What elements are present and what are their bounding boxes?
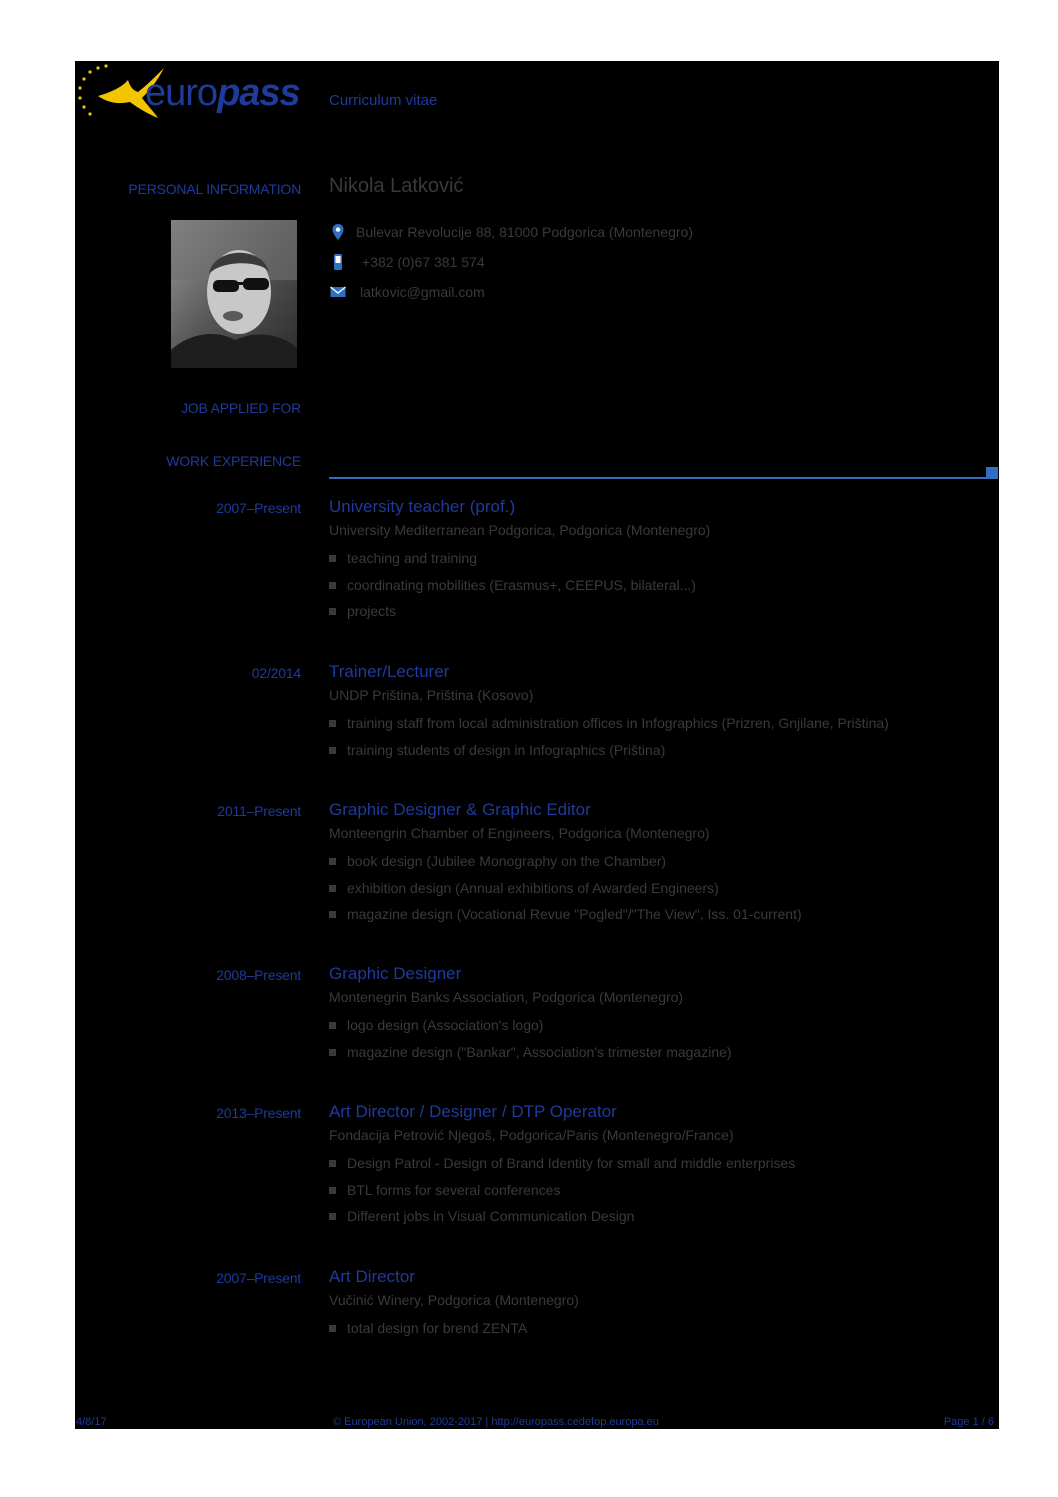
duty-item: Different jobs in Visual Communication Design — [329, 1206, 795, 1233]
address-line — [329, 222, 693, 242]
section-divider — [329, 477, 989, 479]
job-organization: Vučinić Winery, Podgorica (Montenegro) — [329, 1292, 579, 1308]
profile-photo — [171, 220, 297, 368]
job-duties — [329, 1015, 732, 1068]
job-title: Graphic Designer — [329, 964, 462, 983]
logo-wordmark: europass — [145, 72, 300, 114]
job-organization: Montenegrin Banks Association, Podgorica (Montenegro) — [329, 989, 684, 1005]
duty-item: training students of design in Infographics (Priština) — [329, 740, 889, 767]
duty-item: logo design (Association's logo) — [329, 1015, 732, 1042]
document-title: Curriculum vitae — [329, 92, 438, 109]
job-organization: Fondacija Petrović Njegoš, Podgorica/Paris (Montenegro/France) — [329, 1127, 734, 1143]
person-name: Nikola Latković — [329, 175, 464, 197]
job-title: Art Director / Designer / DTP Operator — [329, 1102, 617, 1121]
job-date: 2013–Present — [216, 1105, 301, 1121]
job-date: 2011–Present — [217, 803, 301, 819]
phone-text: +382 (0)67 381 574 — [362, 254, 485, 270]
job-duties — [329, 851, 802, 931]
footer-page-number: Page 1 / 6 — [943, 1416, 994, 1428]
personal-information-label: PERSONAL INFORMATION — [128, 181, 301, 197]
work-experience-label: WORK EXPERIENCE — [166, 453, 301, 469]
duty-item: coordinating mobilities (Erasmus+, CEEPUS, bilateral...) — [329, 575, 696, 602]
phone-line — [329, 252, 485, 272]
email-line — [329, 282, 485, 302]
job-date: 02/2014 — [251, 665, 301, 681]
duty-item: training staff from local administration offices in Infographics (Prizren, Gnjilane, Priština) — [329, 713, 889, 740]
job-organization: University Mediterranean Podgorica, Podgorica (Montenegro) — [329, 522, 711, 538]
job-applied-for-label: JOB APPLIED FOR — [181, 400, 301, 416]
mobile-phone-icon — [329, 253, 347, 271]
job-title: Graphic Designer & Graphic Editor — [329, 800, 591, 819]
footer-date: 4/8/17 — [76, 1416, 107, 1428]
job-duties — [329, 548, 696, 628]
duty-item: teaching and training — [329, 548, 696, 575]
duty-item: magazine design ("Bankar", Association's trimester magazine) — [329, 1042, 732, 1069]
address-text: Bulevar Revolucije 88, 81000 Podgorica (Montenegro) — [356, 224, 693, 240]
eu-stars-icon — [78, 64, 107, 115]
footer-copyright[interactable]: © European Union, 2002-2017 | http://europass.cedefop.europa.eu — [333, 1416, 659, 1428]
job-date: 2007–Present — [216, 1270, 301, 1286]
job-organization: UNDP Priština, Priština (Kosovo) — [329, 687, 534, 703]
job-duties — [329, 1318, 527, 1345]
job-title: Trainer/Lecturer — [329, 662, 450, 681]
duty-item: exhibition design (Annual exhibitions of Awarded Engineers) — [329, 878, 802, 905]
job-duties — [329, 713, 889, 766]
job-date: 2008–Present — [216, 967, 301, 983]
duty-item: magazine design (Vocational Revue "Pogled"/"The View", Iss. 01-current) — [329, 904, 802, 931]
job-title: Art Director — [329, 1267, 415, 1286]
job-title: University teacher (prof.) — [329, 497, 516, 516]
duty-item: book design (Jubilee Monography on the Chamber) — [329, 851, 802, 878]
email-text[interactable]: latkovic@gmail.com — [360, 284, 485, 300]
duty-item: BTL forms for several conferences — [329, 1180, 795, 1207]
duty-item: Design Patrol - Design of Brand Identity for small and middle enterprises — [329, 1153, 795, 1180]
job-date: 2007–Present — [216, 500, 301, 516]
envelope-icon — [329, 283, 347, 301]
section-divider-marker — [986, 467, 998, 479]
location-pin-icon — [329, 223, 347, 241]
job-organization: Monteengrin Chamber of Engineers, Podgorica (Montenegro) — [329, 825, 710, 841]
job-duties — [329, 1153, 795, 1233]
duty-item: projects — [329, 601, 696, 628]
duty-item: total design for brend ZENTA — [329, 1318, 527, 1345]
